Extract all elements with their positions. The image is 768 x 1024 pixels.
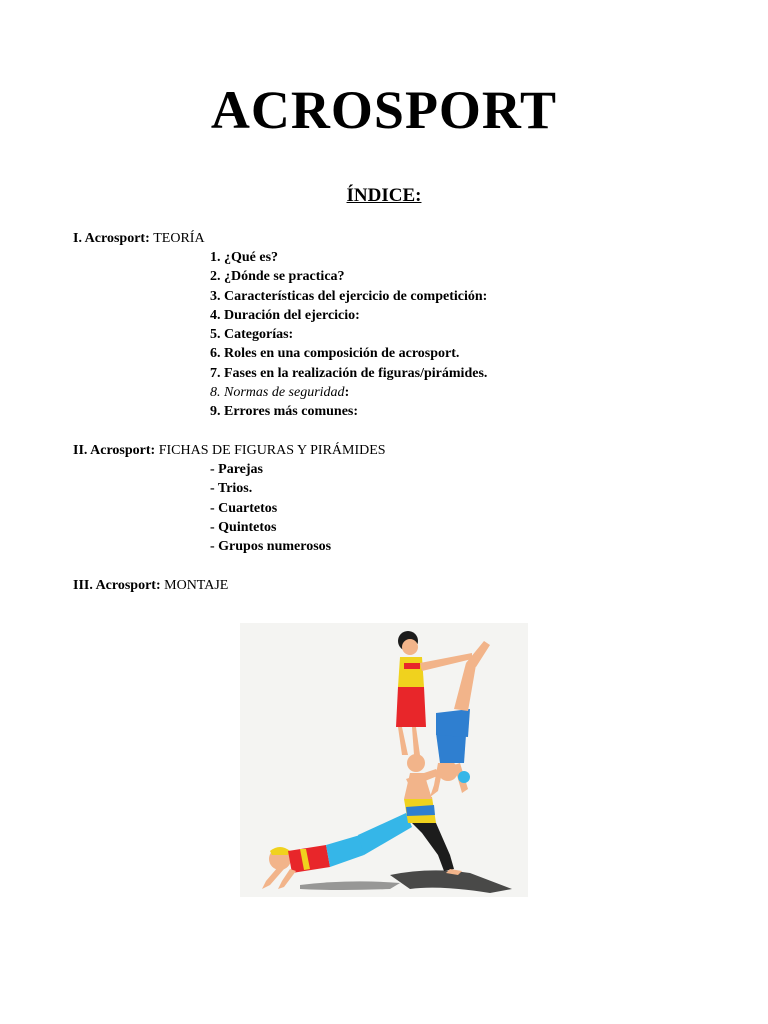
section-heading-teoria [73,229,205,248]
acrosport-pyramid-illustration [240,623,528,897]
document-title: ACROSPORT [210,80,558,140]
list-item: 9. Errores más comunes: [210,404,359,420]
list-item: - Trios. [210,481,253,497]
section-prefix: II. Acrosport: [73,443,156,458]
list-item: 3. Características del ejercicio de competición: [210,288,488,304]
list-item: - Quintetos [210,519,277,535]
teoria-list [210,248,487,422]
list-item: - Grupos numerosos [210,539,332,555]
section-heading-fichas [73,441,386,460]
list-item: - Cuartetos [210,500,278,516]
section-name: FICHAS DE FIGURAS Y PIRÁMIDES [158,443,386,458]
list-item: 6. Roles en una composición de acrosport. [210,346,460,362]
list-item: 5. Categorías: [210,327,294,343]
base-person-plank [262,813,412,889]
list-item: 8. Normas de seguridad: [210,385,350,401]
section-name: MONTAJE [164,578,229,593]
list-item: 4. Duración del ejercicio: [210,307,360,323]
floor-shadow-left [300,881,400,890]
pyramid-figure-graphic [240,623,528,897]
list-item: 1. ¿Qué es? [210,250,279,265]
section-heading-montaje [73,576,228,595]
list-item: 2. ¿Dónde se practica? [210,269,345,285]
section-prefix: I. Acrosport: [73,231,150,246]
fichas-list [210,460,331,556]
index-heading: ÍNDICE: [346,185,422,206]
section-name: TEORÍA [153,231,205,246]
list-item: - Parejas [210,462,263,477]
list-item: 7. Fases en la realización de figuras/pirámides. [210,365,488,381]
section-prefix: III. Acrosport: [73,578,161,593]
